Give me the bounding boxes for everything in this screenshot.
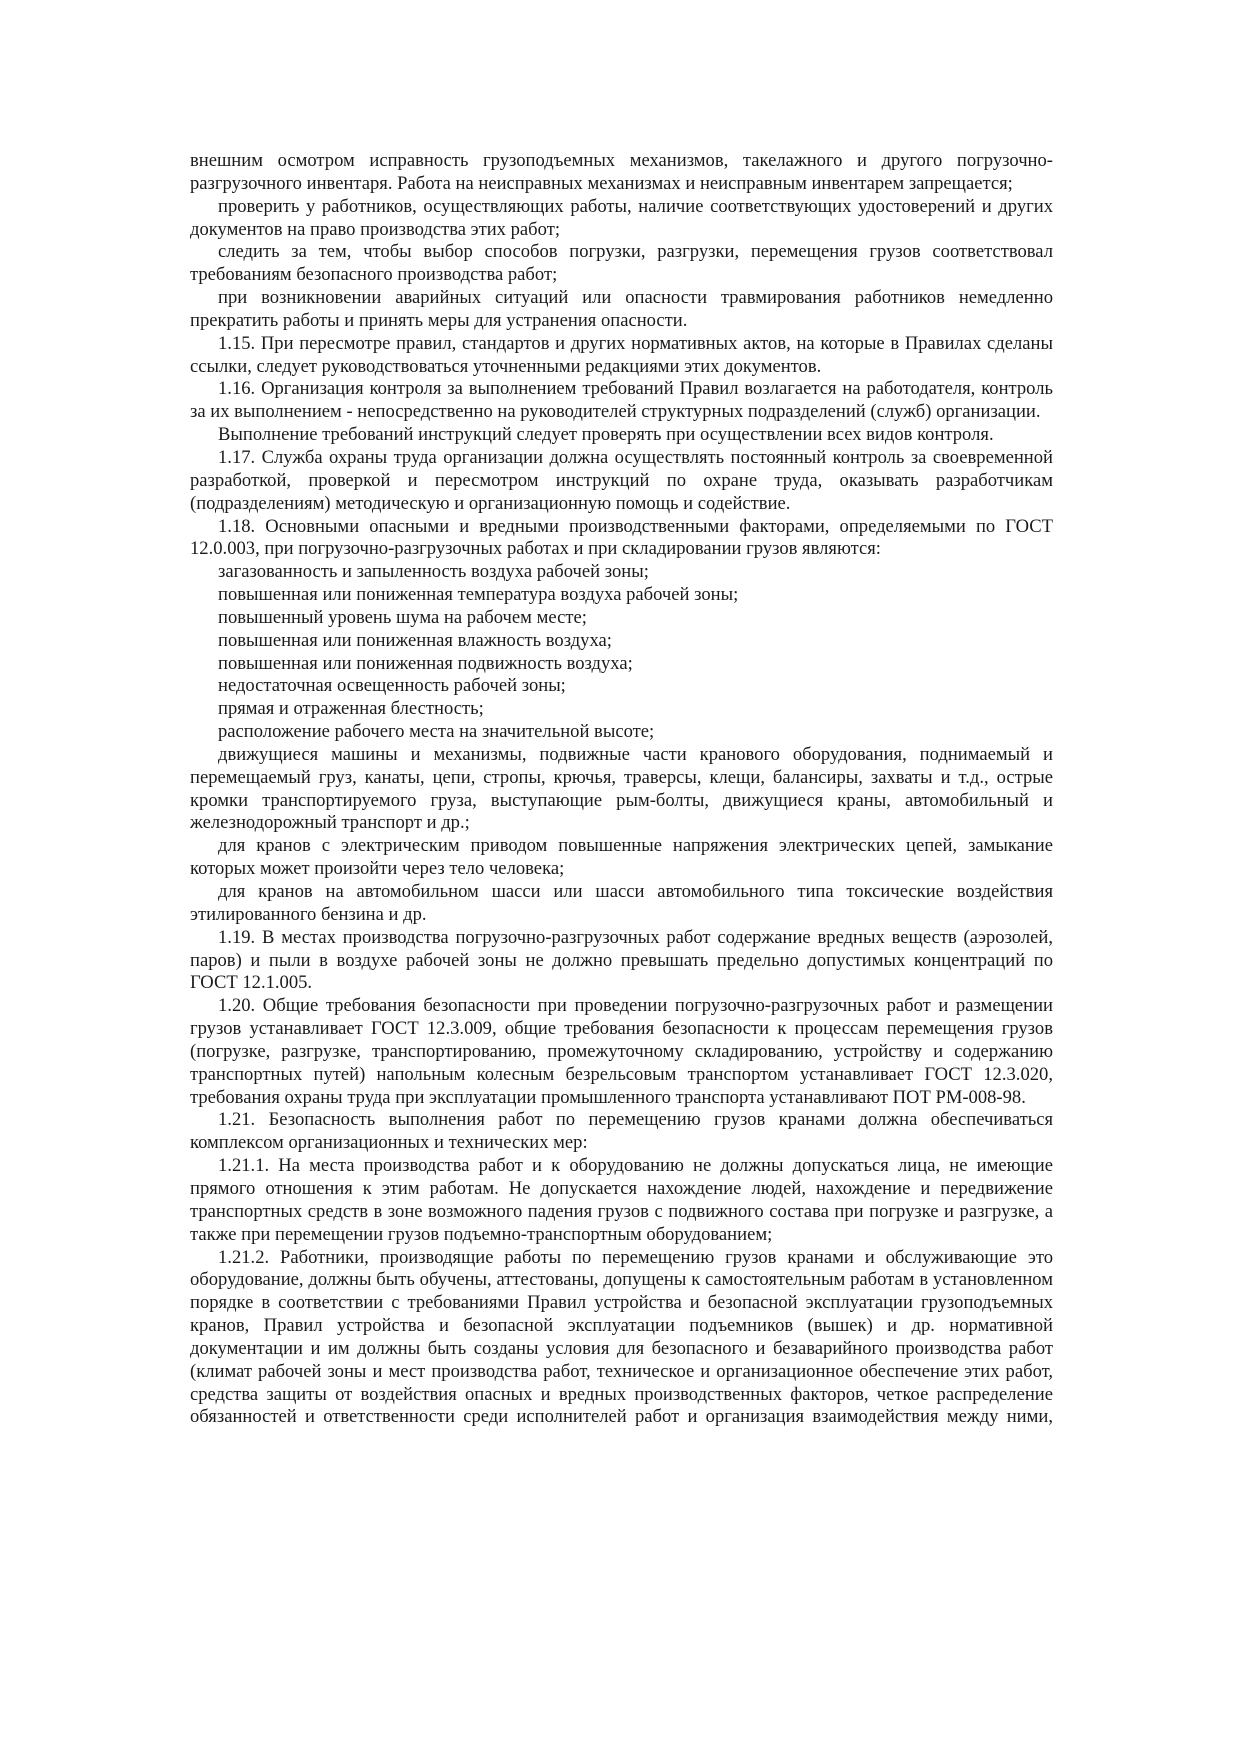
clause-1-17: 1.17. Служба охраны труда организации должна осуществлять постоянный контроль за своевременной разработкой, проверкой и пересмотром инструкций по охране труда, оказывать разработчикам (подразделениям) методическую и организационную помощь и содействие.: [190, 446, 1053, 514]
list-item: повышенный уровень шума на рабочем месте;: [218, 606, 587, 628]
paragraph: Выполнение требований инструкций следует проверять при осуществлении всех видов контроля.: [218, 424, 994, 446]
list-item: повышенная или пониженная температура воздуха рабочей зоны;: [218, 584, 739, 606]
list-item: для кранов на автомобильном шасси или шасси автомобильного типа токсические воздействия этилированного бензина и др.: [190, 881, 1053, 925]
clause-1-21-1: 1.21.1. На места производства работ и к оборудованию не должны допускаться лица, не имеющие прямого отношения к этим работам. Не допускается нахождение людей, нахождение и передвижение транспортных средств в зоне возможного падения грузов с подвижного состава при погрузке и разгрузке, а также при перемещении грузов подъемно-транспортным оборудованием;: [190, 1155, 1053, 1245]
list-item: загазованность и запыленность воздуха рабочей зоны;: [218, 561, 649, 583]
document-page: [190, 150, 1053, 1429]
clause-1-19: 1.19. В местах производства погрузочно-разгрузочных работ содержание вредных веществ (аэрозолей, паров) и пыли в воздухе рабочей зоны не должно превышать предельно допустимых концентраций по ГОСТ 12.1.005.: [190, 926, 1053, 994]
list-item: повышенная или пониженная подвижность воздуха;: [218, 652, 633, 674]
list-item: прямая и отраженная блестность;: [218, 698, 484, 720]
list-item: движущиеся машины и механизмы, подвижные части кранового оборудования, поднимаемый и перемещаемый груз, канаты, цепи, стропы, крючья, траверсы, клещи, балансиры, захваты и т.д., острые кромки транспортируемого груза, выступающие рым-болты, движущиеся краны, автомобильный и железнодорожный транспорт и др.;: [190, 743, 1053, 834]
list-item: следить за тем, чтобы выбор способов погрузки, разгрузки, перемещения грузов соответствовал требованиям безопасного производства работ;: [190, 241, 1053, 286]
clause-1-21-2: 1.21.2. Работники, производящие работы по перемещению грузов кранами и обслуживающие это оборудование, должны быть обучены, аттестованы, допущены к самостоятельным работам в установленном порядке в соответствии с требованиями Правил устройства и безопасной эксплуатации грузоподъемных кранов, Правил устройства и безопасной эксплуатации подъемников (вышек) и др. нормативной документации и им должны быть созданы условия для безопасного и безаварийного производства работ (климат рабочей зоны и мест производства работ, техническое и организационное обеспечение этих работ, средства защиты от воздействия опасных и вредных производственных факторов, четкое распределение обязанностей и ответственности среди исполнителей работ и организация взаимодействия между ними,: [190, 1246, 1053, 1428]
clause-1-15: 1.15. При пересмотре правил, стандартов и других нормативных актов, на которые в Правилах сделаны ссылки, следует руководствоваться уточненными редакциями этих документов.: [190, 332, 1053, 377]
list-item: расположение рабочего места на значительной высоте;: [218, 721, 655, 743]
list-item: недостаточная освещенность рабочей зоны;: [218, 675, 566, 697]
clause-1-16: 1.16. Организация контроля за выполнением требований Правил возлагается на работодателя, контроль за их выполнением - непосредственно на руководителей структурных подразделений (служб) организации.: [190, 378, 1053, 423]
paragraph: внешним осмотром исправность грузоподъемных механизмов, такелажного и другого погрузочно-разгрузочного инвентаря. Работа на неисправных механизмах и неисправным инвентарем запрещается;: [190, 150, 1053, 194]
clause-1-18: 1.18. Основными опасными и вредными производственными факторами, определяемыми по ГОСТ 12.0.003, при погрузочно-разгрузочных работах и при складировании грузов являются:: [190, 515, 1053, 560]
list-item: повышенная или пониженная влажность воздуха;: [218, 629, 612, 651]
list-item: для кранов с электрическим приводом повышенные напряжения электрических цепей, замыкание которых может произойти через тело человека;: [190, 835, 1053, 880]
clause-1-21: 1.21. Безопасность выполнения работ по перемещению грузов кранами должна обеспечиваться комплексом организационных и технических мер:: [190, 1109, 1053, 1154]
list-item: при возникновении аварийных ситуаций или опасности травмирования работников немедленно прекратить работы и принять меры для устранения опасности.: [190, 287, 1053, 331]
clause-1-20: 1.20. Общие требования безопасности при проведении погрузочно-разгрузочных работ и размещении грузов устанавливает ГОСТ 12.3.009, общие требования безопасности к процессам перемещения грузов (погрузке, разгрузке, транспортированию, промежуточному складированию, устройству и содержанию транспортных путей) напольным колесным безрельсовым транспортом устанавливает ГОСТ 12.3.020, требования охраны труда при эксплуатации промышленного транспорта устанавливают ПОТ РМ-008-98.: [190, 995, 1053, 1108]
list-item: проверить у работников, осуществляющих работы, наличие соответствующих удостоверений и других документов на право производства этих работ;: [190, 195, 1053, 240]
